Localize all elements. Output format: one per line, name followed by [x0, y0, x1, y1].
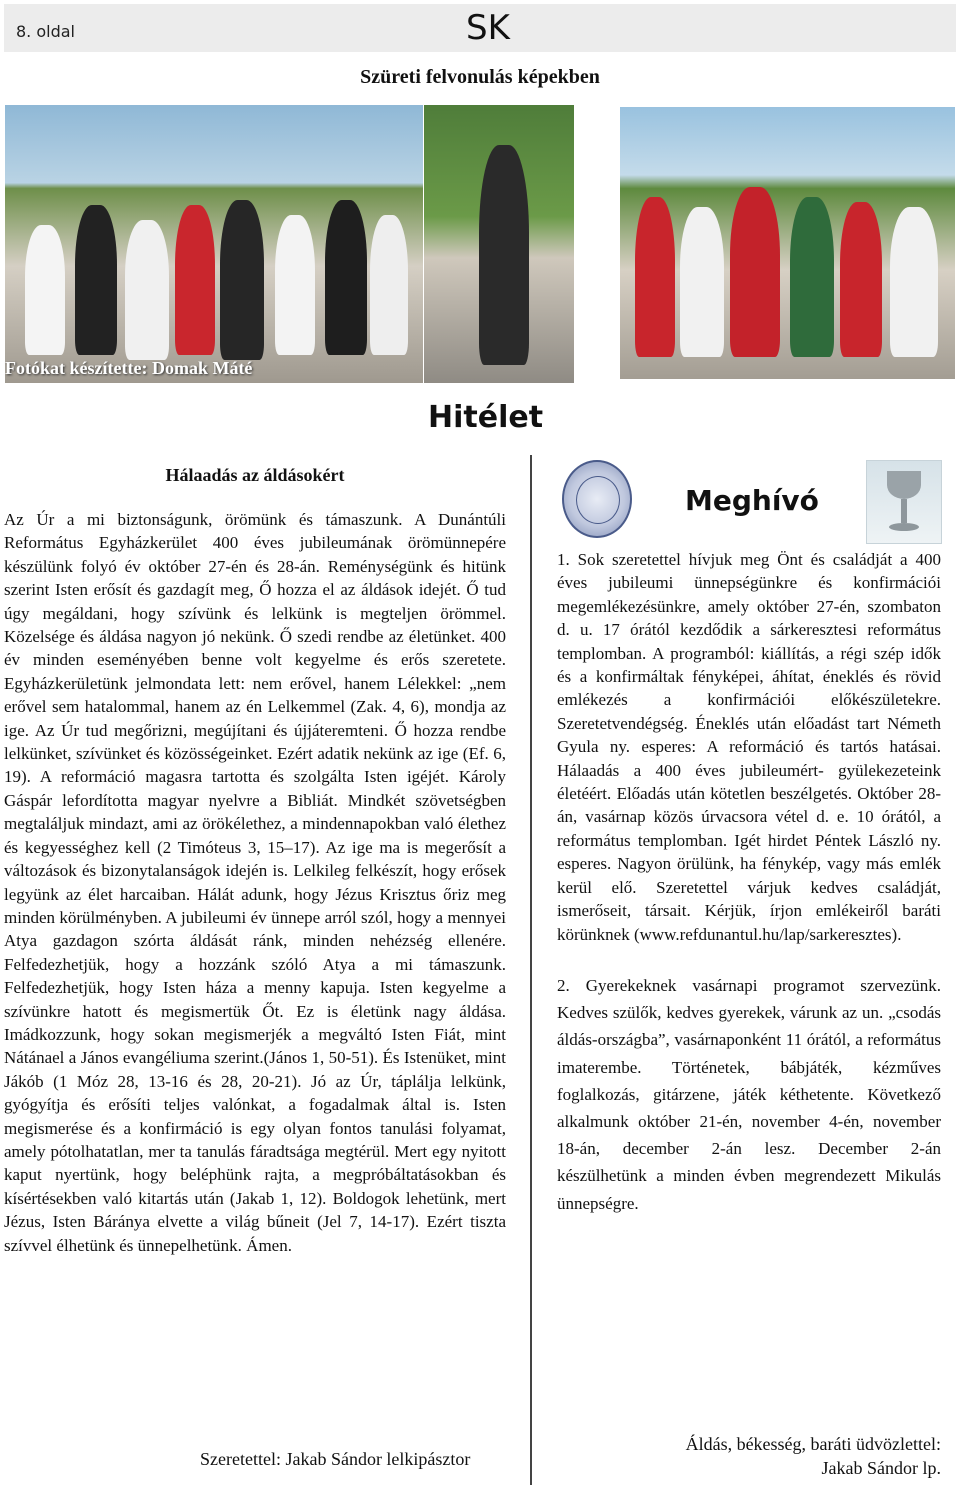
article-title: Hálaadás az áldásokért [165, 465, 345, 485]
invitation-greeting: Áldás, békesség, baráti üdvözlettel: [685, 1434, 941, 1454]
column-divider [530, 455, 532, 1485]
church-seal-icon [562, 460, 632, 538]
masthead-title: SK [466, 8, 510, 48]
dance-photo-middle [424, 105, 574, 383]
invitation-paragraph-2: 2. Gyerekeknek vasárnapi programot szervezünk. Kedves szülők, kedves gyerekek, várunk az un. „csodás áldás-országba”, vasárnaponként 11 órától, a református imaterembe. Történetek, bábjáték, kézműves foglalkozás, gitárzene, játék kéthetente. Következő alkalmunk október 21-én, november 4-én, november 18-án, december 2-án lesz. December 2-án készülhetünk a minden évben megrendezett Mikulás ünnepségre. [557, 975, 941, 1213]
page-number: 8. oldal [16, 22, 75, 41]
invitation-column [557, 548, 941, 1217]
invitation-signature: Jakab Sándor lp. [821, 1458, 941, 1478]
invitation-title: Meghívó [685, 484, 819, 517]
invitation-paragraph-1: 1. Sok szeretettel hívjuk meg Önt és családját a 400 éves jubileumi ünnepségünkre és konfirmációi megemlékezésünkre, amely október 27-én, szombaton d. u. 17 órától kezdődik a sárkeresztesi református templomban. A programból: kiállítás, a régi szép idők és a konfirmáltak fényképei, áhítat, éneklés és rövid emlékezés a konfirmációi előkészületekre. Szeretetvendégség. Éneklés után előadást tart Németh Gyula ny. esperes: A reformáció és tartós hatásai. Hálaadás a 400 éves jubileumért- gyülekezeteink életéért. Előadás után kötetlen beszélgetés. Október 28-án, vasárnap közös úrvacsora vétel d. e. 10 órától, a református templomban. Igét hirdet Péntek László ny. esperes. Nagyon örülünk, ha fénykép, vagy más emlék kerül elő. Szeretettel várjuk kedves családját, ismerőseit, társait. Kérjük, írjon emlékeiről baráti körünknek (www.refdunantul.hu/lap/sarkeresztes). [557, 550, 941, 944]
dance-photo-left [5, 105, 423, 383]
article-body: Az Úr a mi biztonságunk, örömünk és támaszunk. A Dunántúli Református Egyházkerület 400 éves jubileumának örömünnepére készülünk folyó év október 27-én és 28-án. Reménységünk és hitünk szerint Isten erősít és gazdagít meg, Ő hozza el az áldások idejét. Ő tud úgy megáldani, hogy szívünk és lelkünk is megteljen örömmel. Közelsége és áldása nagyon jó nekünk. Ő szedi rendbe az életünket. 400 év minden eseményében benne volt kegyelme és erős szeretete. Egyházkerületünk jelmondata lett: nem erővel, hanem Lélekkel: „nem erővel sem hatalommal, hanem az én Lelkemmel (Zak. 4, 6), mondja az ige. Az Úr tud megőrizni, megújítani és újjáteremteni. Ő hozza rendbe lelkünket, szívünket és közösségeinket. Ezért adatik nekünk az ige (Ef. 6, 19). A reformáció magasra tartotta és szolgálta Isten igéjét. Károly Gáspár lefordította magyar nyelvre a Bibliát. Mindkét szövetségben megtaláljuk mindazt, ami az örökélethez, a mindennapokban való élethez és kegyességhez kell (2 Timóteus 3, 15–17). Az ige ma is megerősít a változások és bizonytalanságok idején is. Lelkileg felkészít, hogy erősek legyünk az élet harcaiban. Hálát adunk, hogy Jézus Krisztus őriz meg minden körülményben. A jubileumi év ünnepe arról szól, hogy a mennyei Atya gazdagon szórta áldását ránk, minden nehézség ellenére. Felfedezhetjük, hogy a hozzánk szóló Atya a mi támaszunk. Felfedezhetjük, hogy Isten háza a menny kapuja. Isten kegyelme a szívünkre hatott és megismertük Őt. Ez is életünk nagy áldása. Imádkozzunk, hogy sokan megismerjék a megváltó Isten Fiát, mint Nátánael a János evangéliuma szerint.(János 1, 50-51). És Istenüket, mint Jákób (1 Móz 28, 13-16 és 28, 20-21). Jó az Úr, táplálja lelkünk, gyógyítja és erősíti teljes valónkat, a fogadalmak által is. Isten megismerése és a konfirmáció is egy olyan fontos tanulási folyamat, amely pótolhatatlan, mer ta tanulás fáradtsága megtérül. Mert egy nyitott kaput nyertünk, hogy beléphünk rajta, a megpróbáltatásokban és kísértésekben való kitartás után (Jakab 1, 12). Boldogok lehetünk, mert Jézus, Isten Báránya elvette a világ bűneit (Jel 7, 14-17). Ezért tiszta szívvel élhetünk és ünnepelhetünk. Ámen. [4, 510, 506, 1255]
article-column [4, 464, 506, 1257]
chalice-icon [866, 460, 942, 544]
photo-credit: Fotókat készítette: Domak Máté [5, 358, 253, 378]
invitation-signature-block [600, 1432, 941, 1480]
section-title: Hitélet [428, 400, 544, 435]
article-signature: Szeretettel: Jakab Sándor lelkipásztor [200, 1449, 471, 1469]
dance-photo-right [620, 107, 955, 379]
gallery-title: Szüreti felvonulás képekben [360, 66, 600, 88]
